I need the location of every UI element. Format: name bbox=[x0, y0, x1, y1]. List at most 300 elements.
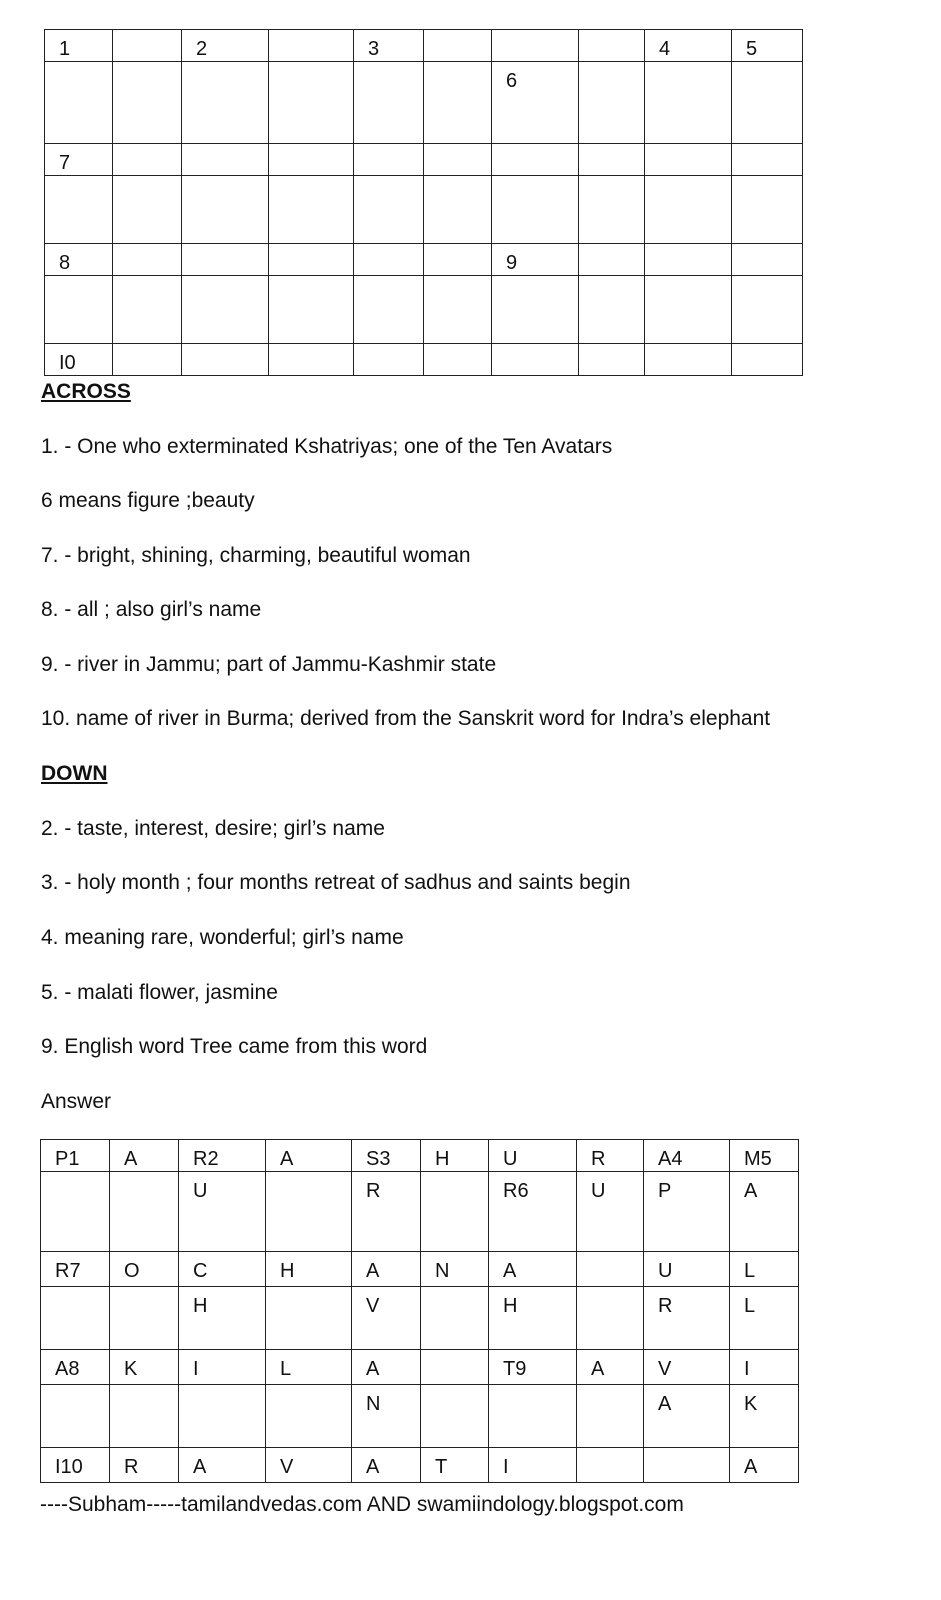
grid-row bbox=[45, 276, 803, 344]
grid-cell bbox=[45, 276, 113, 344]
grid-cell bbox=[577, 1140, 644, 1172]
grid-cell bbox=[269, 144, 354, 176]
cell-label: H bbox=[435, 1148, 450, 1170]
cell-label bbox=[492, 276, 578, 285]
grid-cell bbox=[269, 244, 354, 276]
cell-label bbox=[269, 30, 353, 39]
cell-label: 3 bbox=[368, 38, 380, 60]
grid-cell bbox=[45, 244, 113, 276]
clue-across-7: 7. - bright, shining, charming, beautiful woman bbox=[41, 544, 471, 567]
cell-label bbox=[45, 62, 112, 71]
cell-label bbox=[577, 1252, 643, 1261]
grid-cell bbox=[354, 176, 424, 244]
cell-label bbox=[645, 244, 731, 253]
grid-cell bbox=[110, 1252, 179, 1287]
cell-label bbox=[492, 176, 578, 185]
cell-label: H bbox=[280, 1260, 295, 1282]
grid-cell bbox=[577, 1350, 644, 1385]
answer-label: Answer bbox=[41, 1090, 112, 1113]
cell-label: O bbox=[124, 1260, 140, 1282]
grid-cell bbox=[644, 1252, 730, 1287]
cell-label: T bbox=[435, 1456, 448, 1478]
grid-cell bbox=[113, 176, 182, 244]
grid-cell bbox=[645, 344, 732, 376]
cell-label bbox=[732, 276, 802, 285]
cell-label: V bbox=[280, 1456, 294, 1478]
cell-label bbox=[354, 276, 423, 285]
cell-label bbox=[113, 344, 181, 353]
grid-cell bbox=[644, 1140, 730, 1172]
grid-cell bbox=[354, 244, 424, 276]
cell-label: A8 bbox=[55, 1358, 80, 1380]
cell-label bbox=[577, 1287, 643, 1296]
grid-cell bbox=[492, 176, 579, 244]
grid-cell bbox=[354, 62, 424, 144]
cell-label bbox=[732, 144, 802, 153]
grid-row bbox=[45, 176, 803, 244]
grid-cell bbox=[352, 1287, 421, 1350]
grid-cell bbox=[182, 244, 269, 276]
grid-cell bbox=[579, 276, 645, 344]
grid-cell bbox=[732, 344, 803, 376]
grid-cell bbox=[577, 1385, 644, 1448]
cell-label bbox=[424, 344, 491, 353]
grid-cell bbox=[352, 1350, 421, 1385]
cell-label bbox=[266, 1385, 351, 1394]
grid-cell bbox=[577, 1448, 644, 1483]
cell-label bbox=[110, 1172, 178, 1181]
grid-cell bbox=[732, 62, 803, 144]
grid-cell bbox=[577, 1172, 644, 1252]
grid-cell bbox=[579, 62, 645, 144]
cell-label bbox=[579, 144, 644, 153]
grid-cell bbox=[352, 1140, 421, 1172]
cell-label bbox=[579, 176, 644, 185]
grid-cell bbox=[421, 1287, 489, 1350]
grid-cell bbox=[645, 276, 732, 344]
cell-label bbox=[182, 62, 268, 71]
grid-cell bbox=[269, 176, 354, 244]
grid-row bbox=[41, 1385, 799, 1448]
grid-cell bbox=[730, 1252, 799, 1287]
grid-cell bbox=[113, 344, 182, 376]
grid-cell bbox=[182, 344, 269, 376]
cell-label: A bbox=[193, 1456, 207, 1478]
grid-cell bbox=[352, 1252, 421, 1287]
cell-label bbox=[113, 176, 181, 185]
cell-label: A4 bbox=[658, 1148, 683, 1170]
grid-cell bbox=[45, 30, 113, 62]
cell-label: C bbox=[193, 1260, 208, 1282]
cell-label: U bbox=[591, 1180, 606, 1202]
grid-cell bbox=[182, 176, 269, 244]
cell-label: K bbox=[124, 1358, 138, 1380]
clue-across-10: 10. name of river in Burma; derived from the Sanskrit word for Indra’s elephant bbox=[41, 707, 771, 730]
grid-cell bbox=[182, 30, 269, 62]
clue-down-9: 9. English word Tree came from this word bbox=[41, 1035, 428, 1058]
cell-label bbox=[182, 344, 268, 353]
grid-row bbox=[45, 62, 803, 144]
grid-cell bbox=[352, 1448, 421, 1483]
cell-label: N bbox=[366, 1393, 381, 1415]
cell-label: 5 bbox=[746, 38, 758, 60]
grid-cell bbox=[489, 1287, 577, 1350]
grid-cell bbox=[179, 1385, 266, 1448]
grid-cell bbox=[424, 30, 492, 62]
cell-label bbox=[424, 244, 491, 253]
cell-label bbox=[269, 176, 353, 185]
cell-label bbox=[732, 344, 802, 353]
clue-down-3: 3. - holy month ; four months retreat of sadhus and saints begin bbox=[41, 871, 631, 894]
cell-label bbox=[266, 1287, 351, 1296]
cell-label: R6 bbox=[503, 1180, 529, 1202]
grid-cell bbox=[354, 276, 424, 344]
cell-label bbox=[113, 30, 181, 39]
crossword-grid-body bbox=[45, 30, 803, 376]
cell-label: I bbox=[744, 1358, 750, 1380]
cell-label bbox=[645, 176, 731, 185]
grid-row bbox=[41, 1172, 799, 1252]
grid-cell bbox=[644, 1287, 730, 1350]
grid-cell bbox=[732, 30, 803, 62]
grid-cell bbox=[730, 1140, 799, 1172]
grid-cell bbox=[269, 276, 354, 344]
grid-cell bbox=[41, 1350, 110, 1385]
grid-cell bbox=[41, 1140, 110, 1172]
cell-label bbox=[182, 276, 268, 285]
grid-cell bbox=[732, 176, 803, 244]
grid-cell bbox=[110, 1140, 179, 1172]
grid-cell bbox=[269, 62, 354, 144]
grid-cell bbox=[110, 1385, 179, 1448]
grid-cell bbox=[179, 1172, 266, 1252]
grid-cell bbox=[421, 1448, 489, 1483]
grid-cell bbox=[269, 30, 354, 62]
cell-label bbox=[110, 1385, 178, 1394]
grid-cell bbox=[45, 176, 113, 244]
clue-across-9: 9. - river in Jammu; part of Jammu-Kashmir state bbox=[41, 653, 497, 676]
grid-cell bbox=[110, 1287, 179, 1350]
cell-label: V bbox=[658, 1358, 672, 1380]
cell-label bbox=[45, 276, 112, 285]
cell-label bbox=[645, 344, 731, 353]
cell-label: 1 bbox=[59, 38, 71, 60]
grid-cell bbox=[577, 1252, 644, 1287]
grid-cell bbox=[421, 1252, 489, 1287]
grid-cell bbox=[579, 344, 645, 376]
grid-cell bbox=[424, 276, 492, 344]
grid-cell bbox=[492, 276, 579, 344]
down-heading: DOWN bbox=[41, 762, 108, 785]
cell-label bbox=[732, 176, 802, 185]
cell-label bbox=[113, 244, 181, 253]
grid-cell bbox=[489, 1252, 577, 1287]
cell-label: L bbox=[280, 1358, 292, 1380]
cell-label: P bbox=[658, 1180, 672, 1202]
grid-cell bbox=[492, 144, 579, 176]
cell-label: 6 bbox=[506, 70, 518, 92]
cell-label bbox=[269, 62, 353, 71]
cell-label: 9 bbox=[506, 252, 518, 274]
cell-label: I0 bbox=[59, 352, 76, 374]
cell-label: A bbox=[366, 1456, 380, 1478]
grid-cell bbox=[45, 62, 113, 144]
cell-label bbox=[645, 62, 731, 71]
grid-cell bbox=[645, 176, 732, 244]
cell-label: I10 bbox=[55, 1456, 83, 1478]
cell-label: T9 bbox=[503, 1358, 527, 1380]
grid-cell bbox=[730, 1287, 799, 1350]
cell-label: I bbox=[503, 1456, 509, 1478]
cell-label bbox=[182, 176, 268, 185]
grid-cell bbox=[110, 1448, 179, 1483]
answer-grid-body bbox=[41, 1140, 799, 1483]
cell-label: R bbox=[658, 1295, 673, 1317]
grid-cell bbox=[41, 1287, 110, 1350]
cell-label bbox=[269, 244, 353, 253]
grid-cell bbox=[421, 1172, 489, 1252]
clue-across-6: 6 means figure ;beauty bbox=[41, 489, 255, 512]
clue-down-4: 4. meaning rare, wonderful; girl’s name bbox=[41, 926, 404, 949]
grid-cell bbox=[489, 1448, 577, 1483]
cell-label bbox=[645, 276, 731, 285]
cell-label bbox=[182, 144, 268, 153]
cell-label: 2 bbox=[196, 38, 208, 60]
cell-label: 7 bbox=[59, 152, 71, 174]
grid-row bbox=[41, 1448, 799, 1483]
grid-cell bbox=[354, 30, 424, 62]
cell-label bbox=[421, 1385, 488, 1394]
grid-cell bbox=[492, 344, 579, 376]
cell-label bbox=[354, 62, 423, 71]
cell-label bbox=[732, 244, 802, 253]
grid-row bbox=[41, 1252, 799, 1287]
cell-label: 4 bbox=[659, 38, 671, 60]
cell-label: S3 bbox=[366, 1148, 391, 1170]
grid-cell bbox=[354, 344, 424, 376]
grid-row bbox=[41, 1350, 799, 1385]
cell-label bbox=[577, 1385, 643, 1394]
cell-label: A bbox=[658, 1393, 672, 1415]
cell-label: 8 bbox=[59, 252, 71, 274]
grid-cell bbox=[352, 1172, 421, 1252]
cell-label bbox=[421, 1350, 488, 1359]
grid-cell bbox=[421, 1350, 489, 1385]
grid-cell bbox=[182, 144, 269, 176]
grid-cell bbox=[182, 62, 269, 144]
clue-down-5: 5. - malati flower, jasmine bbox=[41, 981, 278, 1004]
cell-label: U bbox=[658, 1260, 673, 1282]
cell-label bbox=[41, 1385, 109, 1394]
grid-row bbox=[45, 344, 803, 376]
cell-label bbox=[424, 276, 491, 285]
cell-label: I bbox=[193, 1358, 199, 1380]
cell-label bbox=[266, 1172, 351, 1181]
cell-label bbox=[732, 62, 802, 71]
grid-cell bbox=[110, 1172, 179, 1252]
grid-cell bbox=[645, 244, 732, 276]
cell-label bbox=[579, 30, 644, 39]
cell-label bbox=[179, 1385, 265, 1394]
grid-cell bbox=[645, 30, 732, 62]
grid-cell bbox=[266, 1448, 352, 1483]
grid-cell bbox=[45, 344, 113, 376]
grid-cell bbox=[644, 1350, 730, 1385]
grid-cell bbox=[354, 144, 424, 176]
grid-cell bbox=[579, 244, 645, 276]
grid-cell bbox=[179, 1140, 266, 1172]
grid-cell bbox=[113, 244, 182, 276]
grid-cell bbox=[110, 1350, 179, 1385]
cell-label: P1 bbox=[55, 1148, 80, 1170]
cell-label bbox=[269, 276, 353, 285]
cell-label bbox=[644, 1448, 729, 1457]
cell-label: R2 bbox=[193, 1148, 219, 1170]
grid-cell bbox=[489, 1385, 577, 1448]
cell-label bbox=[113, 144, 181, 153]
grid-cell bbox=[266, 1140, 352, 1172]
cell-label bbox=[492, 30, 578, 39]
grid-cell bbox=[179, 1448, 266, 1483]
cell-label: A bbox=[591, 1358, 605, 1380]
cell-label bbox=[269, 144, 353, 153]
grid-cell bbox=[730, 1350, 799, 1385]
grid-cell bbox=[113, 62, 182, 144]
cell-label bbox=[269, 344, 353, 353]
cell-label: U bbox=[503, 1148, 518, 1170]
grid-row bbox=[45, 30, 803, 62]
grid-cell bbox=[424, 62, 492, 144]
grid-cell bbox=[644, 1385, 730, 1448]
grid-cell bbox=[41, 1252, 110, 1287]
grid-cell bbox=[732, 244, 803, 276]
cell-label bbox=[577, 1448, 643, 1457]
grid-cell bbox=[421, 1385, 489, 1448]
grid-cell bbox=[489, 1140, 577, 1172]
cell-label bbox=[41, 1287, 109, 1296]
cell-label bbox=[424, 62, 491, 71]
grid-cell bbox=[421, 1140, 489, 1172]
cell-label: A bbox=[124, 1148, 138, 1170]
cell-label: H bbox=[503, 1295, 518, 1317]
grid-row bbox=[41, 1140, 799, 1172]
grid-cell bbox=[41, 1385, 110, 1448]
cell-label bbox=[492, 344, 578, 353]
grid-cell bbox=[492, 30, 579, 62]
cell-label: H bbox=[193, 1295, 208, 1317]
grid-cell bbox=[732, 276, 803, 344]
grid-cell bbox=[644, 1172, 730, 1252]
grid-cell bbox=[489, 1172, 577, 1252]
cell-label bbox=[113, 62, 181, 71]
grid-cell bbox=[266, 1172, 352, 1252]
cell-label: A bbox=[744, 1180, 758, 1202]
crossword-grid bbox=[44, 29, 803, 376]
grid-cell bbox=[41, 1448, 110, 1483]
cell-label bbox=[492, 144, 578, 153]
cell-label: A bbox=[744, 1456, 758, 1478]
footer-credit: ----Subham-----tamilandvedas.com AND swamiindology.blogspot.com bbox=[40, 1493, 684, 1516]
grid-cell bbox=[41, 1172, 110, 1252]
clue-across-8: 8. - all ; also girl’s name bbox=[41, 598, 262, 621]
cell-label: R bbox=[591, 1148, 606, 1170]
grid-cell bbox=[45, 144, 113, 176]
cell-label bbox=[41, 1172, 109, 1181]
cell-label: R7 bbox=[55, 1260, 81, 1282]
grid-cell bbox=[266, 1385, 352, 1448]
cell-label bbox=[182, 244, 268, 253]
cell-label bbox=[579, 244, 644, 253]
cell-label bbox=[354, 176, 423, 185]
grid-cell bbox=[182, 276, 269, 344]
grid-cell bbox=[424, 144, 492, 176]
cell-label bbox=[489, 1385, 576, 1394]
cell-label bbox=[645, 144, 731, 153]
cell-label bbox=[579, 276, 644, 285]
cell-label bbox=[424, 144, 491, 153]
cell-label bbox=[421, 1172, 488, 1181]
grid-cell bbox=[730, 1448, 799, 1483]
grid-cell bbox=[424, 244, 492, 276]
cell-label bbox=[579, 344, 644, 353]
grid-cell bbox=[266, 1252, 352, 1287]
clue-across-1: 1. - One who exterminated Kshatriyas; one of the Ten Avatars bbox=[41, 435, 613, 458]
cell-label bbox=[421, 1287, 488, 1296]
across-heading: ACROSS bbox=[41, 380, 131, 403]
answer-grid bbox=[40, 1139, 799, 1483]
cell-label: A bbox=[503, 1260, 517, 1282]
cell-label: R bbox=[366, 1180, 381, 1202]
cell-label: K bbox=[744, 1393, 758, 1415]
cell-label bbox=[579, 62, 644, 71]
grid-row bbox=[45, 244, 803, 276]
cell-label: A bbox=[366, 1260, 380, 1282]
grid-cell bbox=[179, 1252, 266, 1287]
grid-cell bbox=[352, 1385, 421, 1448]
grid-cell bbox=[732, 144, 803, 176]
grid-cell bbox=[266, 1350, 352, 1385]
cell-label: L bbox=[744, 1295, 756, 1317]
grid-cell bbox=[492, 244, 579, 276]
grid-row bbox=[41, 1287, 799, 1350]
cell-label bbox=[354, 344, 423, 353]
grid-cell bbox=[424, 344, 492, 376]
cell-label: L bbox=[744, 1260, 756, 1282]
grid-cell bbox=[113, 30, 182, 62]
clue-down-2: 2. - taste, interest, desire; girl’s name bbox=[41, 817, 385, 840]
grid-cell bbox=[266, 1287, 352, 1350]
grid-cell bbox=[579, 30, 645, 62]
grid-cell bbox=[113, 144, 182, 176]
grid-cell bbox=[113, 276, 182, 344]
cell-label bbox=[110, 1287, 178, 1296]
grid-cell bbox=[424, 176, 492, 244]
grid-cell bbox=[179, 1350, 266, 1385]
cell-label: M5 bbox=[744, 1148, 772, 1170]
grid-cell bbox=[645, 62, 732, 144]
cell-label bbox=[113, 276, 181, 285]
grid-cell bbox=[730, 1385, 799, 1448]
grid-cell bbox=[577, 1287, 644, 1350]
grid-cell bbox=[179, 1287, 266, 1350]
cell-label: A bbox=[280, 1148, 294, 1170]
grid-cell bbox=[269, 344, 354, 376]
grid-cell bbox=[579, 144, 645, 176]
grid-cell bbox=[579, 176, 645, 244]
grid-row bbox=[45, 144, 803, 176]
grid-cell bbox=[492, 62, 579, 144]
cell-label: R bbox=[124, 1456, 139, 1478]
